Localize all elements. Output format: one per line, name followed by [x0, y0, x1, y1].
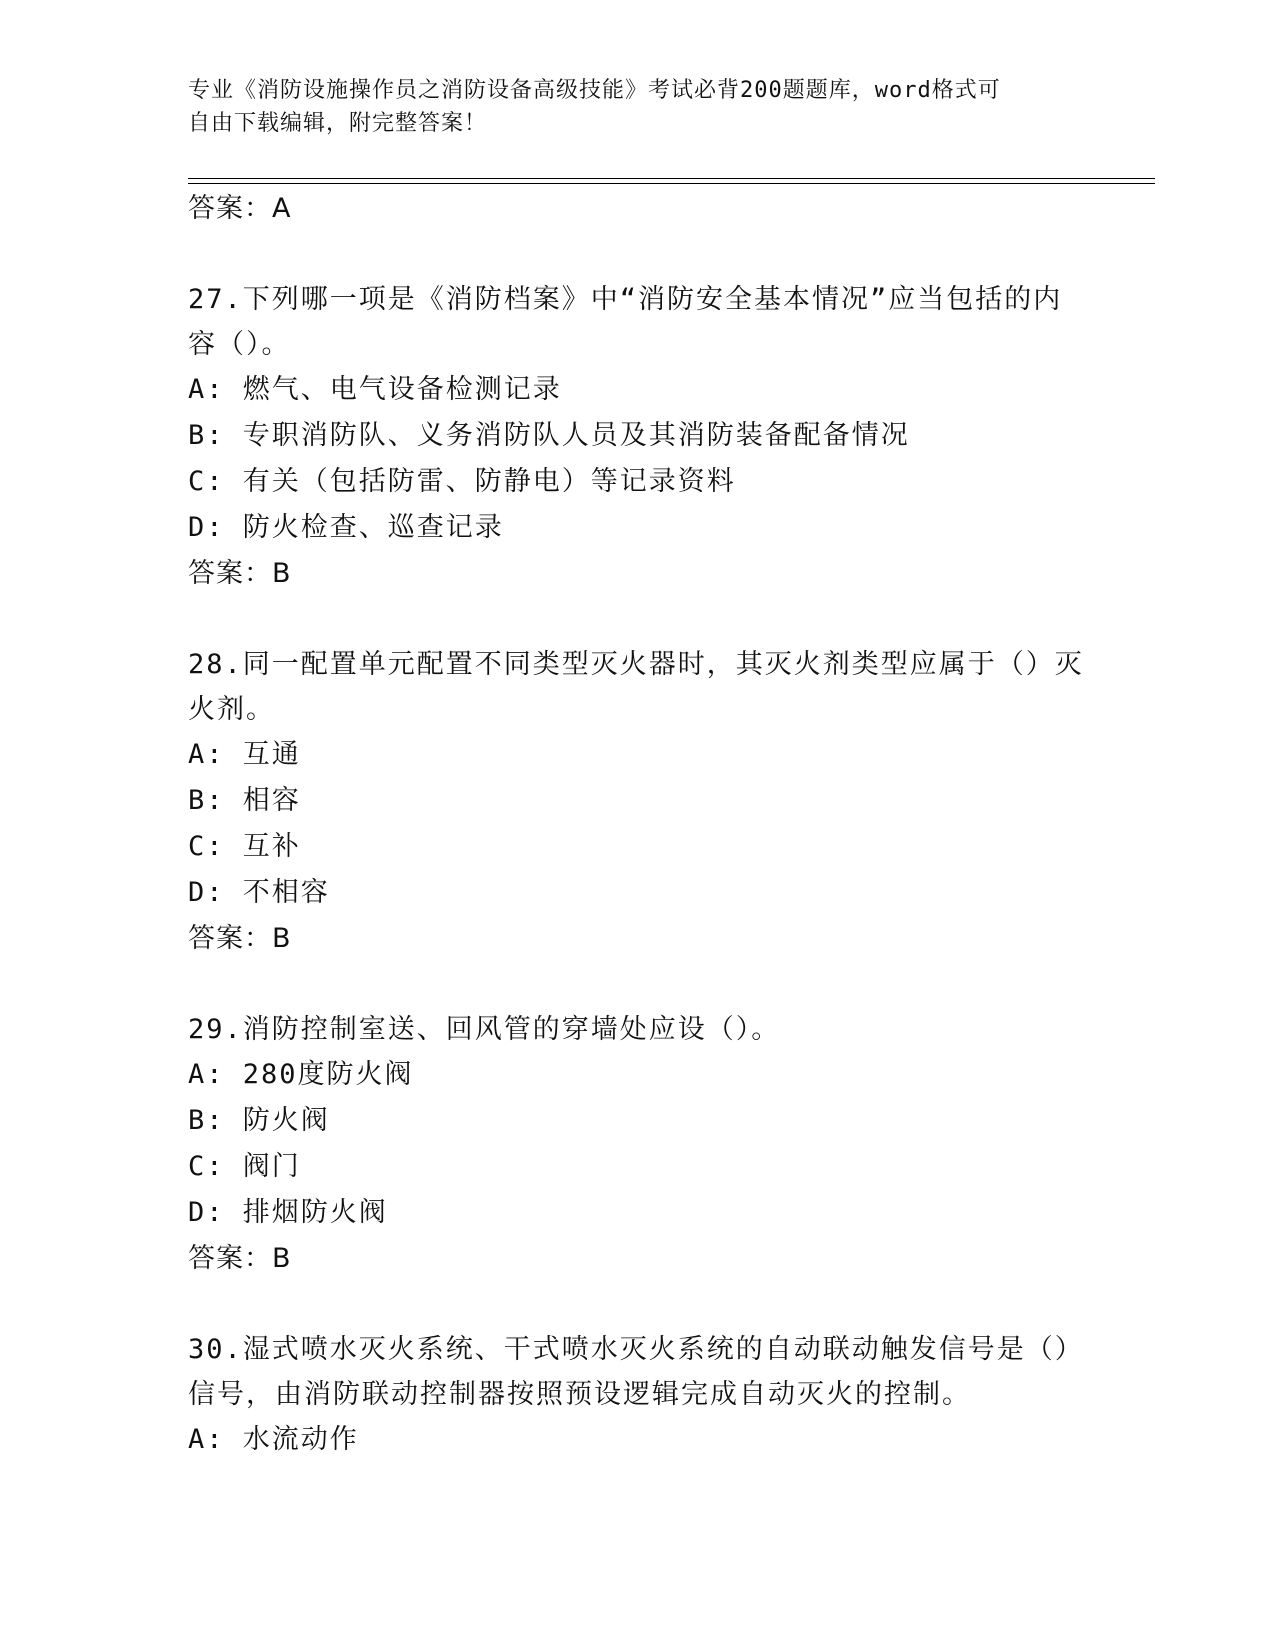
option-b: B: 防火阀	[188, 1105, 330, 1136]
question-stem: 29.消防控制室送、回风管的穿墙处应设（）。	[188, 1014, 781, 1045]
option-c: C: 阀门	[188, 1151, 301, 1182]
answer: 答案：B	[188, 1243, 292, 1274]
option-a: A: 水流动作	[188, 1424, 359, 1455]
option-a: A: 互通	[188, 739, 301, 770]
previous-answer: 答案：A	[188, 193, 292, 224]
document-header	[188, 74, 1088, 140]
option-d: D: 不相容	[188, 877, 330, 908]
option-a: A: 燃气、电气设备检测记录	[188, 374, 562, 405]
question-29	[188, 1007, 1088, 1282]
question-stem-continued: 容（）。	[188, 329, 291, 360]
question-stem-continued: 火剂。	[188, 694, 275, 725]
header-line-2: 自由下载编辑，附完整答案！	[188, 111, 488, 136]
question-stem: 27.下列哪一项是《消防档案》中“消防安全基本情况”应当包括的内	[188, 284, 1063, 315]
question-stem-continued: 信号，由消防联动控制器按照预设逻辑完成自动灭火的控制。	[188, 1379, 971, 1410]
option-b: B: 相容	[188, 785, 301, 816]
header-line-1: 专业《消防设施操作员之消防设备高级技能》考试必背200题题库，word格式可	[188, 78, 1001, 103]
header-divider-bottom	[188, 183, 1155, 184]
option-c: C: 互补	[188, 831, 301, 862]
option-b: B: 专职消防队、义务消防队人员及其消防装备配备情况	[188, 420, 910, 451]
question-30	[188, 1327, 1088, 1463]
option-d: D: 排烟防火阀	[188, 1197, 388, 1228]
answer: 答案：B	[188, 558, 292, 589]
option-c: C: 有关（包括防雷、防静电）等记录资料	[188, 466, 736, 497]
question-28	[188, 642, 1088, 962]
question-content	[188, 186, 1088, 1463]
question-stem: 30.湿式喷水灭火系统、干式喷水灭火系统的自动联动触发信号是（）	[188, 1334, 1084, 1365]
question-27	[188, 277, 1088, 597]
answer: 答案：B	[188, 923, 292, 954]
option-a: A: 280度防火阀	[188, 1059, 414, 1090]
header-divider-top	[188, 178, 1155, 179]
option-d: D: 防火检查、巡查记录	[188, 512, 504, 543]
question-stem: 28.同一配置单元配置不同类型灭火器时，其灭火剂类型应属于（）灭	[188, 649, 1084, 680]
